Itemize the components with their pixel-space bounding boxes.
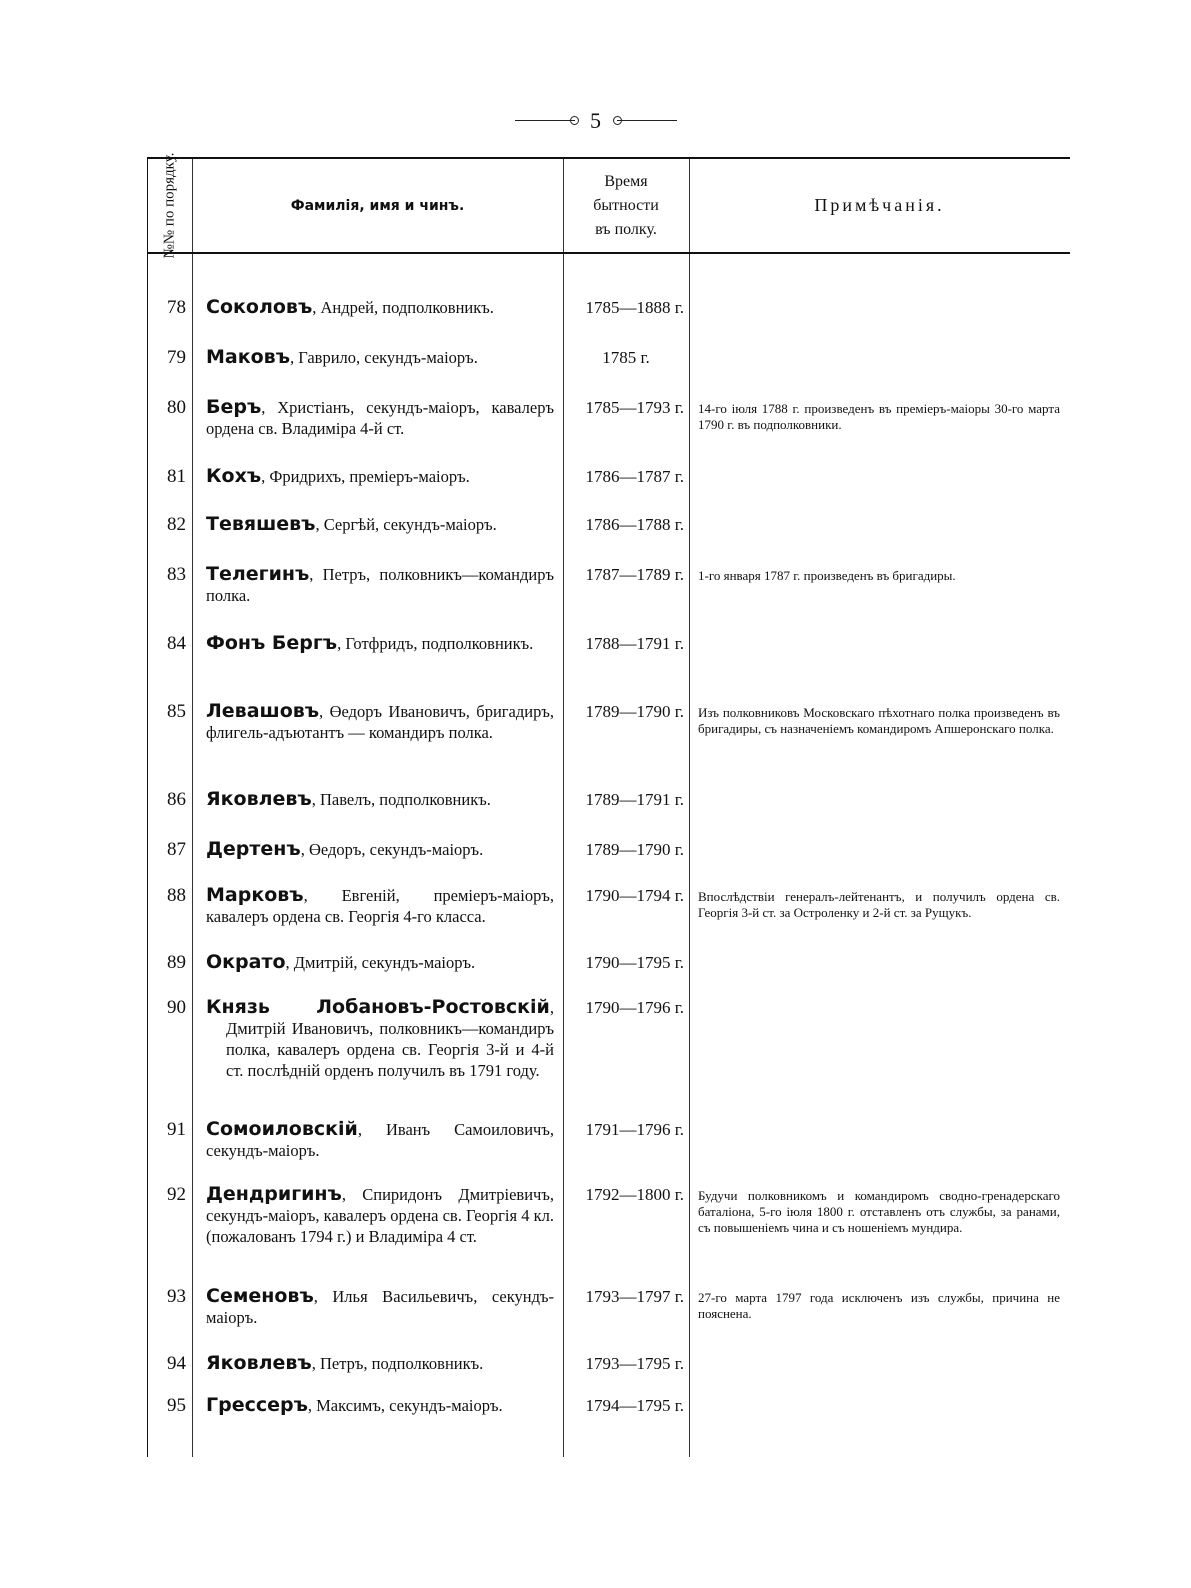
service-period: 1786—1788 г. (585, 515, 684, 534)
column-divider (192, 159, 193, 1457)
name-details: , Христіанъ, секундъ-маіоръ, кавалеръ ордена св. Владиміра 4-й ст. (206, 398, 554, 438)
officer-name (206, 564, 554, 606)
row-number: 88 (167, 885, 186, 906)
officer-name (206, 514, 554, 535)
officer-name (206, 1353, 554, 1374)
service-period: 1785—1793 г. (585, 398, 684, 417)
service-period: 1790—1795 г. (585, 953, 684, 972)
surname: Князь Лобановъ-Ростовскій (206, 996, 550, 1018)
row-number: 79 (167, 347, 186, 368)
row-number: 95 (167, 1395, 186, 1416)
name-details: , Илья Васильевичъ, секундъ-маіоръ. (206, 1287, 554, 1327)
name-details: , Иванъ Самоиловичъ, секундъ-маіоръ. (206, 1120, 554, 1160)
row-number: 87 (167, 839, 186, 860)
note: 1-го января 1787 г. произведенъ въ бригадиры. (698, 568, 956, 583)
surname: Кохъ (206, 465, 262, 487)
row-number: 85 (167, 701, 186, 722)
officer-name (206, 701, 554, 743)
row-number: 92 (167, 1184, 186, 1205)
officer-name (206, 633, 554, 654)
name-details: , Андрей, подполковникъ. (312, 298, 494, 317)
row-number: 81 (167, 466, 186, 487)
service-period: 1793—1795 г. (585, 1354, 684, 1373)
column-divider (563, 159, 564, 1457)
column-divider (689, 159, 690, 1457)
name-details: , Спиридонъ Дмитріевичъ, секундъ-маіоръ, кавалеръ ордена св. Георгія 4 кл. (пожалованъ 1794 г.) и Владиміра 4 ст. (206, 1185, 554, 1246)
header-name: Фамилія, имя и чинъ. (290, 197, 465, 214)
surname: Яковлевъ (206, 1352, 312, 1374)
row-number: 89 (167, 952, 186, 973)
row-number: 78 (167, 297, 186, 318)
officer-name (206, 1119, 554, 1161)
surname: Дертенъ (206, 838, 301, 860)
service-period: 1791—1796 г. (585, 1120, 684, 1139)
name-details: , Фридрихъ, преміеръ-маіоръ. (261, 467, 470, 486)
service-period: 1786—1787 г. (585, 467, 684, 486)
service-period: 1792—1800 г. (585, 1185, 684, 1204)
name-details: , Дмитрій, секундъ-маіоръ. (285, 953, 476, 972)
row-number: 86 (167, 789, 186, 810)
service-period: 1785 г. (602, 348, 650, 367)
name-details: , Павелъ, подполковникъ. (311, 790, 491, 809)
name-details: , Өедоръ, секундъ-маіоръ. (300, 840, 484, 859)
row-number: 91 (167, 1119, 186, 1140)
page-number-row (0, 108, 1191, 134)
surname: Левашовъ (206, 700, 320, 722)
row-number: 94 (167, 1353, 186, 1374)
surname: Сомоиловскій (206, 1118, 358, 1140)
officer-name (206, 885, 554, 927)
row-number: 83 (167, 564, 186, 585)
name-details: , Сергѣй, секундъ-маіоръ. (315, 515, 497, 534)
name-details: , Дмитрій Ивановичъ, полковникъ—командиръ полка, кавалеръ ордена св. Георгія 3-й и 4-й ст. послѣдній орденъ получилъ въ 1791 году. (226, 998, 554, 1080)
officers-table (147, 152, 1070, 1457)
service-period: 1788—1791 г. (585, 634, 684, 653)
surname: Соколовъ (206, 296, 313, 318)
surname: Фонъ Бергъ (206, 632, 338, 654)
service-period: 1790—1794 г. (585, 886, 684, 905)
surname: Дендригинъ (206, 1183, 342, 1205)
officer-name (206, 839, 554, 860)
name-details: , Петръ, подполковникъ. (311, 1354, 484, 1373)
header-time: Время бытности въ полку. (593, 172, 659, 238)
service-period: 1790—1796 г. (585, 998, 684, 1017)
officer-name (206, 952, 554, 973)
name-details: , Максимъ, секундъ-маіоръ. (307, 1396, 503, 1415)
officer-name (206, 397, 554, 439)
service-period: 1789—1790 г. (585, 702, 684, 721)
officer-name (206, 789, 554, 810)
page-number: 5 (590, 108, 601, 133)
officer-name (206, 297, 554, 318)
surname: Марковъ (206, 884, 304, 906)
name-details: , Готфридъ, подполковникъ. (337, 634, 534, 653)
row-number: 80 (167, 397, 186, 418)
surname: Маковъ (206, 346, 290, 368)
service-period: 1787—1789 г. (585, 565, 684, 584)
officer-name (206, 997, 554, 1081)
ornament-left-icon (515, 120, 575, 121)
note: Будучи полковникомъ и командиромъ сводно-гренадерскаго баталіона, 5-го іюля 1800 г. отставленъ отъ службы, за ранами, съ повышеніемъ чина и съ ношеніемъ мундира. (698, 1188, 1060, 1235)
surname: Телегинъ (206, 563, 310, 585)
note: 14-го іюля 1788 г. произведенъ въ преміеръ-маіоры 30-го марта 1790 г. въ подполковники. (698, 401, 1060, 432)
surname: Тевяшевъ (206, 513, 316, 535)
officer-name (206, 466, 554, 487)
row-number: 90 (167, 997, 186, 1018)
header-notes: Примѣчанія. (814, 195, 945, 215)
name-details: , Евгеній, преміеръ-маіоръ, кавалеръ ордена св. Георгія 4-го класса. (206, 886, 554, 926)
ornament-right-icon (617, 120, 677, 121)
row-number: 93 (167, 1286, 186, 1307)
name-details: , Гаврило, секундъ-маіоръ. (289, 348, 478, 367)
service-period: 1794—1795 г. (585, 1396, 684, 1415)
note: 27-го марта 1797 года исключенъ изъ службы, причина не пояснена. (698, 1290, 1060, 1321)
officer-name (206, 347, 554, 368)
officer-name (206, 1395, 554, 1416)
service-period: 1789—1791 г. (585, 790, 684, 809)
service-period: 1785—1888 г. (585, 298, 684, 317)
service-period: 1789—1790 г. (585, 840, 684, 859)
row-number: 82 (167, 514, 186, 535)
surname: Беръ (206, 396, 262, 418)
note: Изъ полковниковъ Московскаго пѣхотнаго полка произведенъ въ бригадиры, съ назначеніемъ командиромъ Апшеронскаго полка. (698, 705, 1060, 736)
officer-name (206, 1184, 554, 1247)
surname: Яковлевъ (206, 788, 312, 810)
officer-name (206, 1286, 554, 1328)
name-details: , Петръ, полковникъ—командиръ полка. (206, 565, 554, 605)
service-period: 1793—1797 г. (585, 1287, 684, 1306)
header-number: №№ по порядку. (161, 152, 178, 259)
name-details: , Өедоръ Ивановичъ, бригадиръ, флигель-адъютантъ — командиръ полка. (206, 702, 554, 742)
header-divider (148, 252, 1070, 254)
surname: Грессеръ (206, 1394, 308, 1416)
row-number: 84 (167, 633, 186, 654)
note: Впослѣдствіи генералъ-лейтенантъ, и получилъ ордена св. Георгія 3-й ст. за Остроленку и 2-й ст. за Рущукъ. (698, 889, 1060, 920)
surname: Семеновъ (206, 1285, 314, 1307)
surname: Ократо (206, 951, 286, 973)
